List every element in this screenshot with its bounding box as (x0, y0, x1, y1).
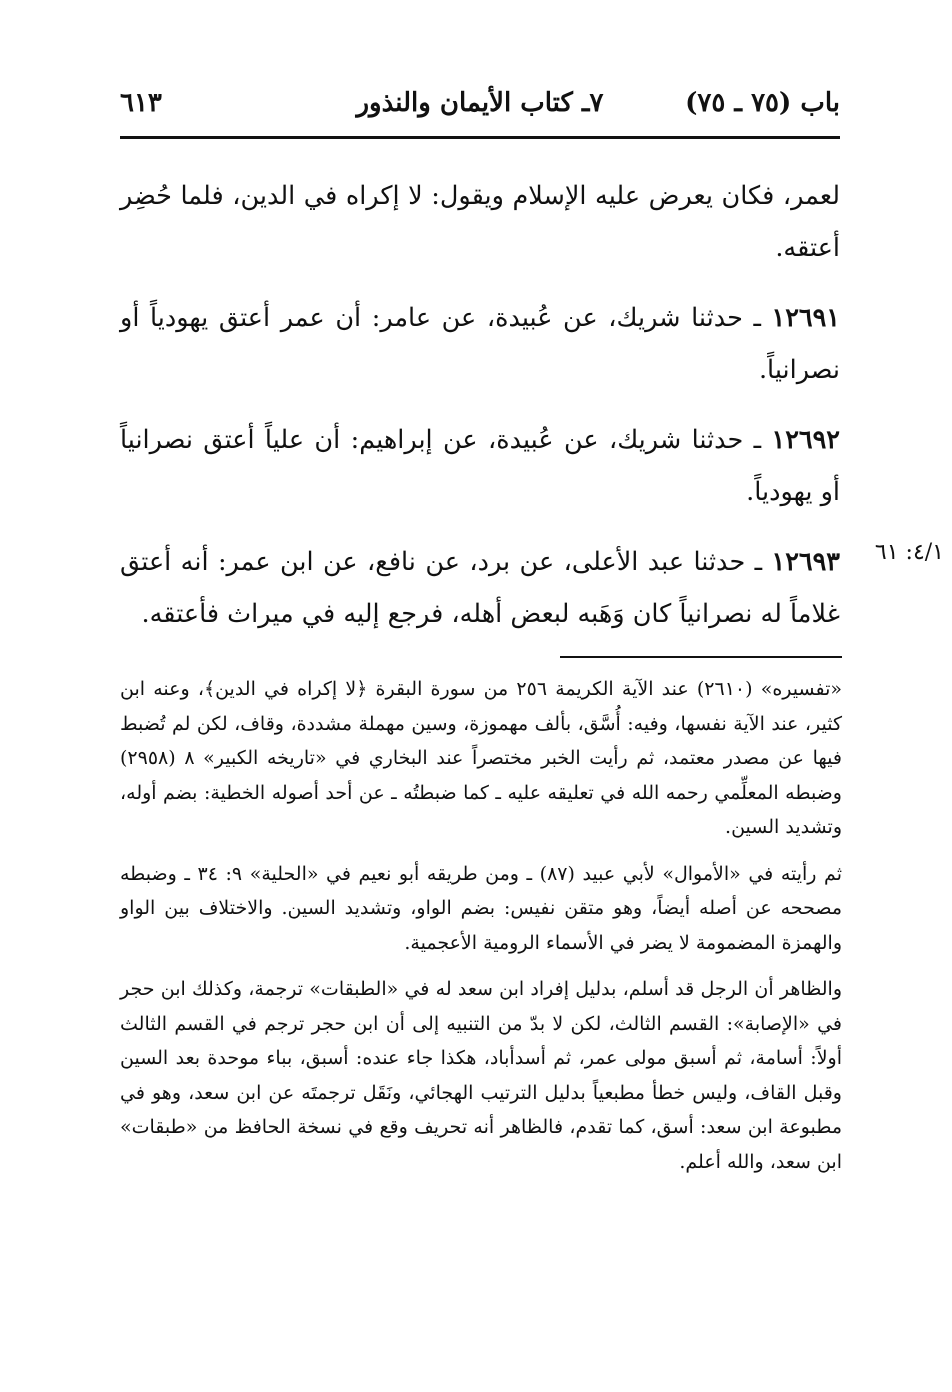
hadith-text: ـ حدثنا عبد الأعلى، عن برد، عن نافع، عن ابن عمر: أنه أعتق غلاماً له نصرانياً كان وَهَبه لبعض أهله، فرجع إليه في ميراث فأعتقه. (120, 547, 840, 629)
hadith-number: ١٢٦٩٢ (771, 425, 840, 455)
header-page-number: ٦١٣ (120, 88, 162, 118)
margin-reference: ٤/١: ٦١ (874, 540, 944, 565)
footnotes (120, 672, 842, 1179)
header-rule (120, 136, 840, 139)
main-text (120, 170, 840, 640)
hadith-12691 (120, 292, 840, 396)
hadith-text: ـ حدثنا شريك، عن عُبيدة، عن عامر: أن عمر أعتق يهودياً أو نصرانياً. (120, 303, 840, 385)
hadith-text: ـ حدثنا شريك، عن عُبيدة، عن إبراهيم: أن علياً أعتق نصرانياً أو يهودياً. (120, 425, 840, 507)
hadith-12692 (120, 414, 840, 518)
footnote-paragraph: «تفسيره» (٢٦١٠) عند الآية الكريمة ٢٥٦ من سورة البقرة ﴿لا إكراه في الدين﴾، وعنه ابن كثير، عند الآية نفسها، وفيه: أُسَّق، بألف مهموزة، وسين مهملة مشددة، وقاف، لكن لم تُضبط فيها عن مصدر معتمد، ثم رأيت الخبر مختصراً عند البخاري في «تاريخه الكبير» ٨ (٢٩٥٨) وضبطه المعلِّمي رحمه الله في تعليقه عليه ـ كما ضبطتُه ـ عن أحد أصوله الخطية: بضم أوله، وتشديد السين. (120, 678, 842, 838)
page-header (120, 88, 840, 128)
hadith-number: ١٢٦٩٣ (771, 547, 840, 577)
footnote-paragraph: ثم رأيته في «الأموال» لأبي عبيد (٨٧) ـ ومن طريقه أبو نعيم في «الحلية» ٩: ٣٤ ـ وضبطه مصححه عن أصله أيضاً، وهو متقن نفيس: بضم الواو، وتشديد السين. والاختلاف بين الواو والهمزة المضمومة لا يضر في الأسماء الرومية الأعجمية. (120, 862, 842, 954)
paragraph-continuation (120, 170, 840, 274)
header-chapter: باب (٧٥ ـ ٧٥) (685, 88, 840, 118)
footnote-separator (560, 656, 842, 658)
hadith-number: ١٢٦٩١ (771, 303, 840, 333)
header-book-title: ٧ـ كتاب الأيمان والنذور (356, 88, 604, 118)
paragraph-text: لعمر، فكان يعرض عليه الإسلام ويقول: لا إكراه في الدين، فلما حُضِر أعتقه. (120, 181, 840, 263)
hadith-12693 (120, 536, 840, 640)
footnote-paragraph: والظاهر أن الرجل قد أسلم، بدليل إفراد ابن سعد له في «الطبقات» ترجمة، وكذلك ابن حجر في «الإصابة»: القسم الثالث، لكن لا بدّ من التنبيه إلى أن ابن حجر ترجم في القسم الثالث أولاً: أسامة، ثم أسبق مولى عمر، ثم أسدأباد، هكذا جاء عنده: أسبق، بباء موحدة بعد السين وقبل القاف، وليس خطأ مطبعياً بدليل الترتيب الهجائي، ونَقَل ترجمتَه عن ابن سعد، وهو في مطبوعة ابن سعد: أسق، كما تقدم، فالظاهر أنه تحريف وقع في نسخة الحافظ من «طبقات» ابن سعد، والله أعلم. (120, 978, 842, 1173)
